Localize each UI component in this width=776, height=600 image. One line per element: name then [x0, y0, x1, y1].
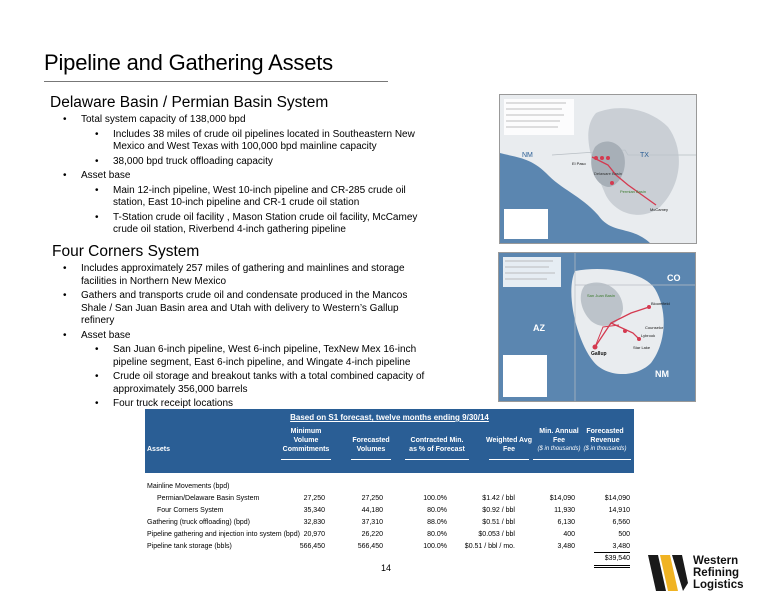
table-row: [145, 481, 634, 493]
cell-min-annual-fee: 6,130: [557, 519, 575, 526]
map1-station-3: [606, 156, 610, 160]
cell-forecasted-volume: 566,450: [357, 543, 383, 550]
delaware-bullet-2: • Asset base: [51, 170, 426, 183]
cell-weighted-fee: $0.92 / bbl: [482, 507, 515, 514]
th-maf-2: Fee: [552, 437, 566, 444]
total-double-rule-1: [594, 565, 630, 566]
delaware-bullet-1: • Total system capacity of 138,000 bpd: [51, 114, 426, 127]
map2-label-star-lake: Star Lake: [633, 345, 651, 350]
th-maf-1: Min. Annual: [539, 428, 579, 435]
map1-legend-box: [504, 99, 574, 135]
cell-min-volume: 35,340: [303, 507, 325, 514]
map1-label-nm: NM: [522, 152, 533, 159]
map1-label-el-paso: El Paso: [572, 161, 586, 166]
cell-contracted-pct: 88.0%: [427, 519, 447, 526]
th-min-volume-1: Minimum: [290, 428, 322, 435]
map2-label-nm: NM: [655, 369, 669, 379]
cell-min-annual-fee: 400: [563, 531, 575, 538]
table-header-band: [145, 409, 634, 473]
delaware-sub-2-2: • T-Station crude oil facility , Mason Station crude oil facility, McCamey crude oil station, Riverbend 4-inch gathering pipeline: [51, 212, 426, 237]
map1-station-1: [594, 156, 598, 160]
row-label: Pipeline tank storage (bbls): [147, 543, 232, 550]
table-row: [145, 517, 634, 529]
table-row: [145, 541, 634, 553]
logo-mark-icon: [648, 553, 692, 593]
cell-forecasted-revenue: 500: [618, 531, 630, 538]
th-contracted-min: [397, 436, 477, 454]
row-label: Permian/Delaware Basin System: [157, 495, 260, 502]
logo-line-2: Refining: [693, 567, 739, 579]
map2-label-az: AZ: [533, 323, 545, 333]
cell-contracted-pct: 80.0%: [427, 507, 447, 514]
th-underline-2: [351, 459, 391, 460]
table-row: [145, 505, 634, 517]
map2-label-lybrook: Lybrook: [641, 333, 656, 338]
cell-forecasted-volume: 26,220: [361, 531, 383, 538]
map1-label-delaware: Delaware Basin: [594, 171, 623, 176]
cell-total-revenue: $39,540: [604, 555, 630, 562]
th-min-volume-3: Commitments: [282, 446, 330, 453]
logo-line-3: Logistics: [693, 579, 744, 591]
map1-label-mccamey: McCamey: [650, 207, 669, 212]
th-forecasted-revenue: [571, 427, 639, 454]
cell-min-annual-fee: $14,090: [549, 495, 575, 502]
map2-label-bloomfield: Bloomfield: [651, 301, 670, 306]
forecast-table: [145, 409, 634, 565]
delaware-heading: Delaware Basin / Permian Basin System: [50, 94, 329, 111]
title-divider: [44, 81, 388, 82]
cell-contracted-pct: 100.0%: [423, 543, 447, 550]
cell-forecasted-volume: 27,250: [361, 495, 383, 502]
th-min-volume: [271, 427, 341, 454]
page-number: 14: [381, 563, 392, 573]
row-label: Mainline Movements (bpd): [147, 483, 230, 490]
table-title: Based on S1 forecast, twelve months ending 9/30/14: [290, 413, 489, 422]
cell-forecasted-revenue: 14,910: [608, 507, 630, 514]
row-label: Gathering (truck offloading) (bpd): [147, 519, 250, 526]
delaware-sub-1-2: • 38,000 bpd truck offloading capacity: [51, 156, 426, 169]
th-fv-2: Volumes: [356, 446, 386, 453]
th-fr-1: Forecasted: [586, 428, 624, 435]
table-row: [145, 529, 634, 541]
map1-station-4: [610, 181, 614, 185]
map1-label-permian: Permian Basin: [620, 189, 647, 194]
map1-station-2: [600, 156, 604, 160]
th-fv-1: Forecasted: [352, 437, 390, 444]
cell-weighted-fee: $0.51 / bbl / mo.: [464, 543, 515, 550]
fc-sub-3-2: • Crude oil storage and breakout tanks with a total combined capacity of approximately 356,000 barrels: [51, 371, 431, 396]
total-double-rule-2: [594, 567, 630, 568]
th-cm-2: as % of Forecast: [409, 446, 465, 453]
page-title: Pipeline and Gathering Assets: [44, 50, 333, 75]
fc-bullet-2: • Gathers and transports crude oil and condensate produced in the Mancos Shale / San Juan Basin area and Utah with delivery to Western’s Gallup refinery: [51, 290, 431, 328]
cell-min-volume: 27,250: [303, 495, 325, 502]
th-underline-6: [579, 459, 631, 460]
table-row: [145, 493, 634, 505]
four-corners-map: [498, 252, 696, 402]
map1-key-box: [504, 209, 548, 239]
cell-weighted-fee: $0.053 / bbl: [478, 531, 515, 538]
map1-label-tx: TX: [640, 152, 649, 159]
map2-key-box: [503, 355, 547, 397]
delaware-sub-2-1: • Main 12-inch pipeline, West 10-inch pipeline and CR-285 crude oil station, East 10-inch pipeline and CR-1 crude oil station: [51, 185, 426, 210]
row-label: Four Corners System: [157, 507, 224, 514]
cell-min-volume: 20,970: [303, 531, 325, 538]
fc-sub-3-1: • San Juan 6-inch pipeline, West 6-inch pipeline, TexNew Mex 16-inch pipeline segment, East 6-inch pipeline, and Wingate 4-inch pipeline: [51, 344, 431, 369]
th-underline-1: [281, 459, 331, 460]
cell-forecasted-revenue: 6,560: [612, 519, 630, 526]
th-fr-3: ($ in thousands): [583, 446, 627, 452]
cell-weighted-fee: $0.51 / bbl: [482, 519, 515, 526]
th-assets: [147, 445, 170, 454]
cell-min-volume: 566,450: [299, 543, 325, 550]
map2-label-co: CO: [667, 273, 681, 283]
cell-forecasted-revenue: 3,480: [612, 543, 630, 550]
map2-label-san-juan: San Juan Basin: [587, 293, 616, 298]
four-corners-heading: Four Corners System: [52, 243, 200, 260]
th-wf-1: Weighted Avg: [485, 437, 533, 444]
cell-forecasted-revenue: $14,090: [604, 495, 630, 502]
th-assets-text: Assets: [147, 446, 170, 453]
th-underline-3: [405, 459, 469, 460]
fc-bullet-3: • Asset base: [51, 330, 431, 343]
cell-weighted-fee: $1.42 / bbl: [482, 495, 515, 502]
th-maf-3: ($ in thousands): [537, 446, 581, 452]
delaware-bullets: [51, 114, 426, 239]
cell-contracted-pct: 80.0%: [427, 531, 447, 538]
cell-min-volume: 32,830: [303, 519, 325, 526]
map2-legend-box: [503, 257, 561, 287]
map2-star-lake-node: [623, 329, 627, 333]
th-fr-2: Revenue: [590, 437, 620, 444]
th-wf-2: Fee: [502, 446, 516, 453]
th-min-volume-2: Volume: [293, 437, 319, 444]
cell-forecasted-volume: 44,180: [361, 507, 383, 514]
th-cm-1: Contracted Min.: [410, 437, 464, 444]
delaware-sub-1-1: • Includes 38 miles of crude oil pipelines located in Southeastern New Mexico and West Texas with 100,000 bpd mainline capacity: [51, 129, 426, 154]
logo-line-1: Western: [693, 555, 739, 567]
map2-label-gallup: Gallup: [591, 351, 607, 357]
th-underline-5: [533, 459, 585, 460]
cell-min-annual-fee: 11,930: [554, 507, 575, 514]
delaware-basin-map: [499, 94, 697, 244]
cell-contracted-pct: 100.0%: [423, 495, 447, 502]
company-logo: [648, 553, 770, 593]
map2-label-counselor: Counselor: [645, 325, 664, 330]
cell-forecasted-volume: 37,310: [361, 519, 383, 526]
map2-gallup-node: [593, 345, 598, 350]
cell-min-annual-fee: 3,480: [557, 543, 575, 550]
th-forecasted-volumes: [343, 436, 399, 454]
fc-sub-3-3: • Four truck receipt locations: [51, 398, 431, 411]
row-label: Pipeline gathering and injection into system (bpd): [147, 531, 300, 538]
four-corners-bullets: [51, 263, 431, 413]
fc-bullet-1: • Includes approximately 257 miles of gathering and mainlines and storage facilities in Northern New Mexico: [51, 263, 431, 288]
th-underline-4: [489, 459, 529, 460]
